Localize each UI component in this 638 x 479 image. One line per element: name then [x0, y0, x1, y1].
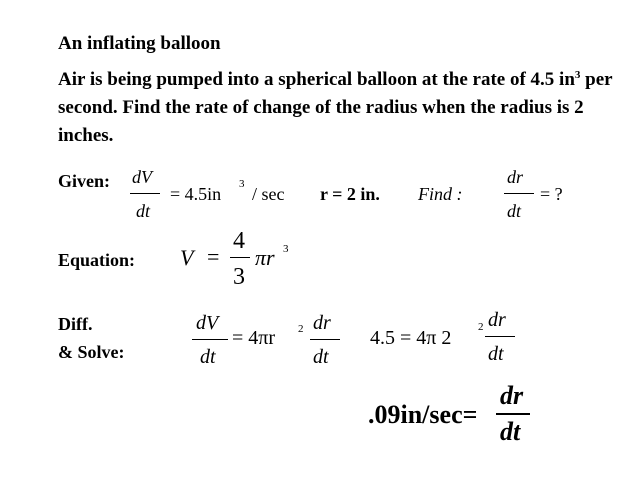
diff-solve-fraction-bar: [485, 336, 515, 337]
diff-label: Diff.: [58, 314, 93, 334]
diff-dt3: dt: [488, 343, 504, 365]
equation-label: Equation:: [58, 250, 136, 270]
diff-dr: dr: [313, 312, 331, 334]
diff-square: 2: [298, 323, 304, 335]
problem-text-part2: per second. Find the rate of change of the radius when the radius is 2 inches.: [58, 69, 613, 146]
diff-dr-fraction-bar: [310, 339, 340, 340]
given-label: Given:: [58, 171, 110, 191]
diff-dV: dV: [196, 312, 219, 334]
given-per-sec: / sec: [252, 184, 285, 204]
slide-title: An inflating balloon: [58, 33, 221, 54]
diff-solve-lhs: 4.5 = 4π 2: [370, 327, 452, 349]
given-r-value: r = 2 in.: [320, 184, 380, 204]
diff-square2: 2: [478, 321, 484, 333]
equation-cube: 3: [283, 243, 289, 255]
given-equals-question: = ?: [540, 184, 563, 204]
problem-text-part1: Air is being pumped into a spherical balloon at the rate of 4.5 in: [58, 69, 575, 90]
equation-equals: =: [207, 244, 220, 269]
equation-numerator: 4: [233, 228, 245, 254]
given-fraction-bar: [130, 193, 160, 194]
result-dr: dr: [500, 381, 524, 410]
solve-label: & Solve:: [58, 342, 125, 362]
given-find-fraction-bar: [504, 193, 534, 194]
result-dt: dt: [500, 417, 521, 446]
equation-fraction-bar: [230, 257, 250, 258]
diff-eq-4pi-r: = 4πr: [232, 327, 276, 349]
result-fraction-bar: [496, 413, 530, 415]
diff-dt2: dt: [313, 346, 329, 368]
problem-statement: [58, 66, 618, 150]
given-dt: dt: [136, 201, 151, 221]
given-dr: dr: [507, 167, 524, 187]
equation-V: V: [180, 245, 194, 270]
diff-fraction-bar: [192, 339, 228, 340]
given-cube: 3: [239, 178, 245, 190]
given-find-label: Find :: [418, 184, 463, 204]
result-lhs: .09in/sec=: [368, 400, 478, 429]
diff-dt: dt: [200, 346, 216, 368]
diff-dr3: dr: [488, 309, 506, 331]
problem-superscript: 3: [574, 69, 581, 81]
given-equals-rate: = 4.5in: [170, 184, 222, 204]
equation-denominator: 3: [233, 264, 245, 290]
given-dV: dV: [132, 167, 152, 187]
equation-pi-r: πr: [255, 245, 275, 270]
given-dt2: dt: [507, 201, 522, 221]
